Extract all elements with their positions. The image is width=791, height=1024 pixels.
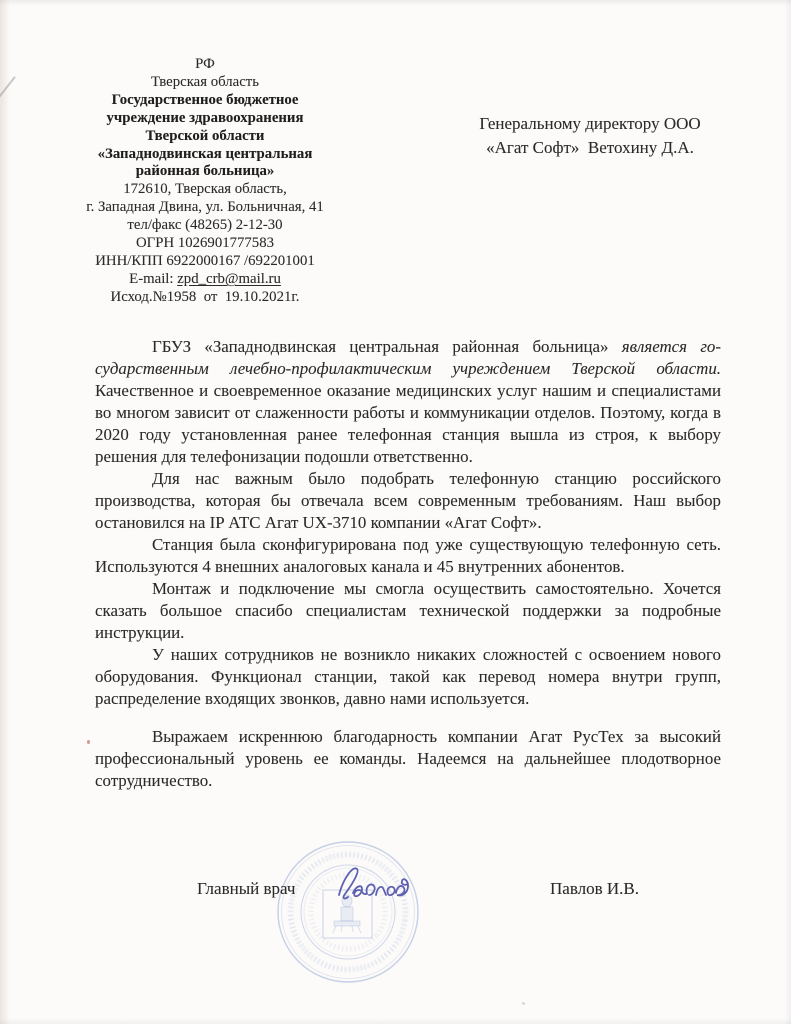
sender-line: Государственное бюджетное [111, 91, 299, 108]
scan-edge-right [785, 0, 791, 1024]
body-paragraph: Монтаж и подключение мы смогла осуществить самостоятельно. Хочется сказать большое спасибо специалистам технической поддержки за подробные инструкции. [95, 579, 721, 642]
body-paragraph: Выражаем искреннюю благодарность компании Агат РусТех за высокий профессиональный уровень ее команды. Надеемся на дальнейшее плодотворное сотрудничество. [95, 727, 721, 790]
recipient-line: Генеральному директору ООО [479, 114, 701, 133]
sender-line: районная больница» [135, 163, 275, 180]
recipient-block [462, 112, 718, 159]
body-paragraph: Для нас важным было подобрать телефонную станцию российского производства, которая бы отвечала всем современным требованиям. Наш выбор остановился на IP АТС Агат UX-3710 компании «Агат Софт». [95, 469, 721, 532]
sender-letterhead [55, 56, 355, 307]
recipient-line: «Агат Софт» Ветохину Д.А. [486, 137, 694, 157]
sender-line: ОГРН 1026901777583 [135, 235, 275, 252]
sender-line: Тверская область [150, 73, 260, 90]
scan-speck [87, 740, 90, 744]
sender-email-line [55, 271, 355, 289]
scan-edge-top [0, 0, 791, 6]
sender-line: «Западнодвинская центральная [97, 145, 313, 162]
sender-line: учреждение здравоохранения [106, 109, 304, 126]
body-paragraph: У наших сотрудников не возникло никаких сложностей с освоением нового оборудования. Функционал станции, такой как перевод номера внутри групп, распределение входящих звонков, давно нами используется. [95, 645, 721, 708]
sender-email-label: E-mail: [129, 270, 178, 287]
scan-speck [522, 1002, 525, 1005]
sender-line: 172610, Тверская область, [123, 181, 287, 198]
sender-line: Тверской области [145, 127, 265, 144]
handwritten-signature [331, 859, 411, 905]
sender-line: РФ [195, 56, 215, 72]
scan-edge-bottom [0, 1018, 791, 1024]
signature-role: Главный врач [197, 879, 296, 898]
sender-line: г. Западная Двина, ул. Больничная, 41 [86, 199, 324, 216]
sender-ref-line: Исход.№1958 от 19.10.2021г. [110, 288, 300, 305]
scan-edge-left [0, 0, 10, 1024]
letter-body [95, 336, 721, 792]
signature-name: Павлов И.В. [550, 879, 640, 898]
sender-email: zpd_crb@mail.ru [177, 270, 281, 287]
body-paragraph: ГБУЗ «Западнодвинская центральная районная больница» является государственным лечебно-профилактическим учреждением Тверской области. Качественное и своевременное оказание медицинских услуг нашим и специалистами во многом зависит от слаженности работы и коммуникации отделов. Поэтому, когда в 2020 году установленная ранее телефонная станция вышла из строя, к выбору решения для телефонизации подошли ответственно. [95, 337, 721, 466]
sender-line: тел/факс (48265) 2-12-30 [127, 217, 283, 234]
sender-line: ИНН/КПП 6922000167 /692201001 [95, 252, 315, 269]
body-paragraph: Станция была сконфигурирована под уже существующую телефонную сеть. Используются 4 внешних аналоговых канала и 45 внутренних абонентов. [95, 535, 721, 576]
